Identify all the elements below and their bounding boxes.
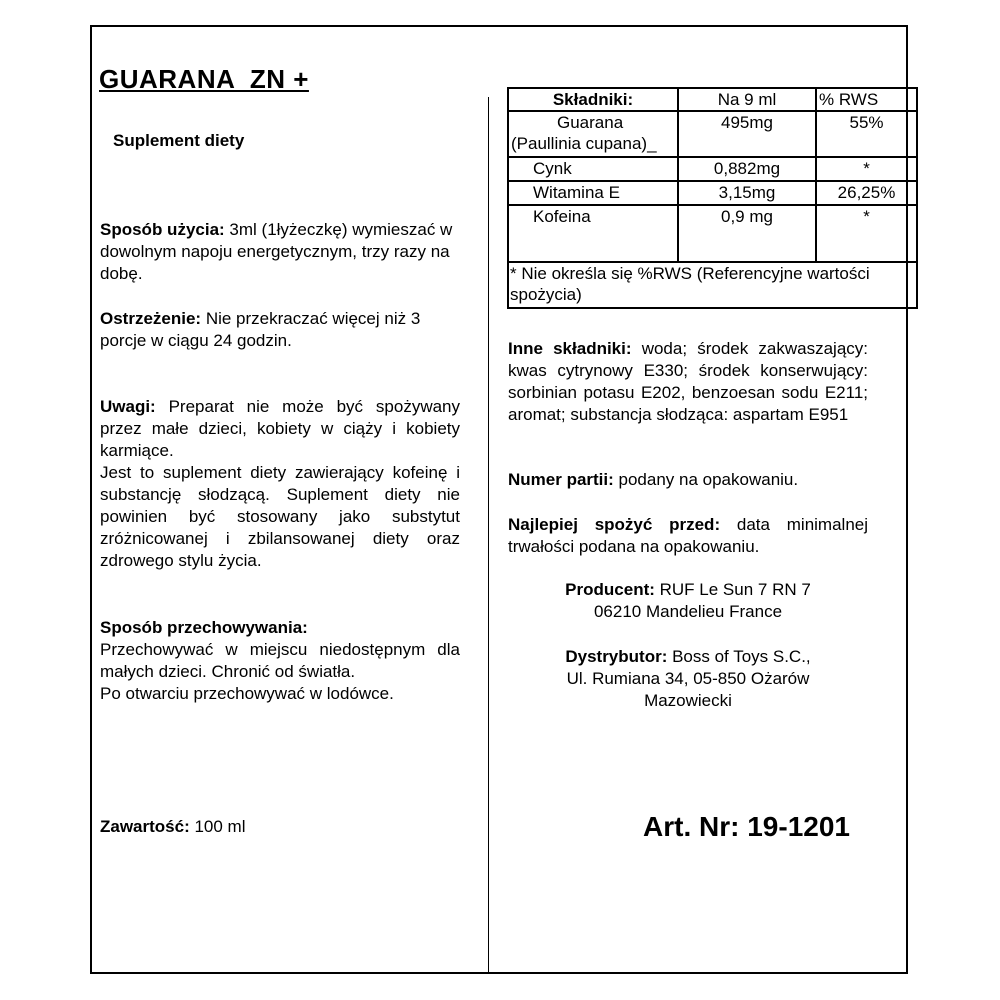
producer-line-2: 06210 Mandelieu France	[593, 602, 783, 621]
best-before-label: Najlepiej spożyć przed:	[508, 515, 721, 534]
distributor-line-2: Ul. Rumiana 34, 05-850 Ożarów	[566, 669, 810, 688]
rws-footnote: * Nie określa się %RWS (Referencyjne wartości spożycia)	[508, 262, 917, 308]
notes-text-2: Jest to suplement diety zawierający kofeinę i substancję słodzącą. Suplement diety nie powinien być stosowany jako substytut zróżnicowanej i zbilansowanej diety oraz zdrowego stylu życia.	[100, 463, 460, 570]
table-footnote-row	[508, 262, 917, 308]
contents-value: 100 ml	[189, 817, 246, 836]
producer-label: Producent:	[565, 580, 655, 599]
ingredient-rws: *	[816, 205, 917, 262]
column-divider	[488, 97, 489, 974]
best-before-text: data minimalnej trwałości podana na opakowaniu.	[508, 515, 868, 556]
table-row	[508, 205, 917, 262]
ingredient-name-line2: (Paullinia cupana)_	[511, 134, 657, 153]
notes-section	[100, 396, 460, 572]
contents-label: Zawartość:	[100, 817, 190, 836]
warning-label: Ostrzeżenie:	[100, 309, 202, 328]
header-amount: Na 9 ml	[678, 88, 816, 111]
usage-section	[100, 219, 460, 285]
distributor-label: Dystrybutor:	[565, 647, 668, 666]
ingredient-rws: *	[816, 157, 917, 181]
ingredient-name	[508, 111, 678, 157]
usage-label: Sposób użycia:	[100, 220, 225, 239]
usage-text: 3ml (1łyżeczkę) wymieszać w dowolnym napoju energetycznym, trzy razy na dobę.	[100, 220, 453, 283]
storage-line-2: Po otwarciu przechowywać w lodówce.	[100, 684, 394, 703]
ingredient-rws: 55%	[816, 111, 917, 157]
ingredient-amount: 0,9 mg	[678, 205, 816, 262]
storage-label: Sposób przechowywania:	[100, 618, 308, 637]
distributor-section	[508, 646, 868, 712]
article-number: Art. Nr: 19-1201	[643, 811, 850, 842]
ingredient-rws: 26,25%	[816, 181, 917, 205]
warning-section	[100, 308, 460, 352]
distributor-line-1: Boss of Toys S.C.,	[667, 647, 811, 666]
other-ingredients-text: woda; środek zakwaszający: kwas cytrynowy E330; środek konserwujący: sorbinian potasu E202, benzoesan sodu E211; aromat; substancja słodząca: aspartam E951	[508, 339, 868, 424]
nutrition-table	[507, 87, 918, 309]
contents-section	[100, 816, 460, 838]
table-row	[508, 181, 917, 205]
notes-text-1: Preparat nie może być spożywany przez małe dzieci, kobiety w ciąży i kobiety karmiące.	[100, 397, 460, 460]
table-row	[508, 111, 917, 157]
header-ingredients: Składniki:	[508, 88, 678, 111]
ingredient-name: Witamina E	[508, 181, 678, 205]
storage-line-1: Przechowywać w miejscu niedostępnym dla małych dzieci. Chronić od światła.	[100, 640, 460, 681]
header-rws: % RWS	[816, 88, 917, 111]
other-ingredients-section	[508, 338, 868, 426]
ingredient-name-line1: Guarana	[557, 113, 624, 132]
ingredient-amount: 495mg	[678, 111, 816, 157]
warning-text: Nie przekraczać więcej niż 3 porcje w ciągu 24 godzin.	[100, 309, 421, 350]
storage-section	[100, 617, 460, 705]
distributor-line-3: Mazowiecki	[644, 691, 732, 710]
ingredient-amount: 3,15mg	[678, 181, 816, 205]
batch-section	[508, 469, 868, 491]
notes-label: Uwagi:	[100, 397, 156, 416]
batch-label: Numer partii:	[508, 470, 614, 489]
ingredient-name: Kofeina	[508, 205, 678, 262]
batch-text: podany na opakowaniu.	[613, 470, 799, 489]
product-subtitle: Suplement diety	[113, 131, 245, 150]
other-ingredients-label: Inne składniki:	[508, 339, 632, 358]
ingredient-name: Cynk	[508, 157, 678, 181]
table-row	[508, 157, 917, 181]
ingredient-amount: 0,882mg	[678, 157, 816, 181]
producer-line-1: RUF Le Sun 7 RN 7	[654, 580, 811, 599]
product-title: GUARANA ZN +	[99, 64, 309, 94]
best-before-section	[508, 514, 868, 558]
producer-section	[508, 579, 868, 623]
table-header-row	[508, 88, 917, 111]
